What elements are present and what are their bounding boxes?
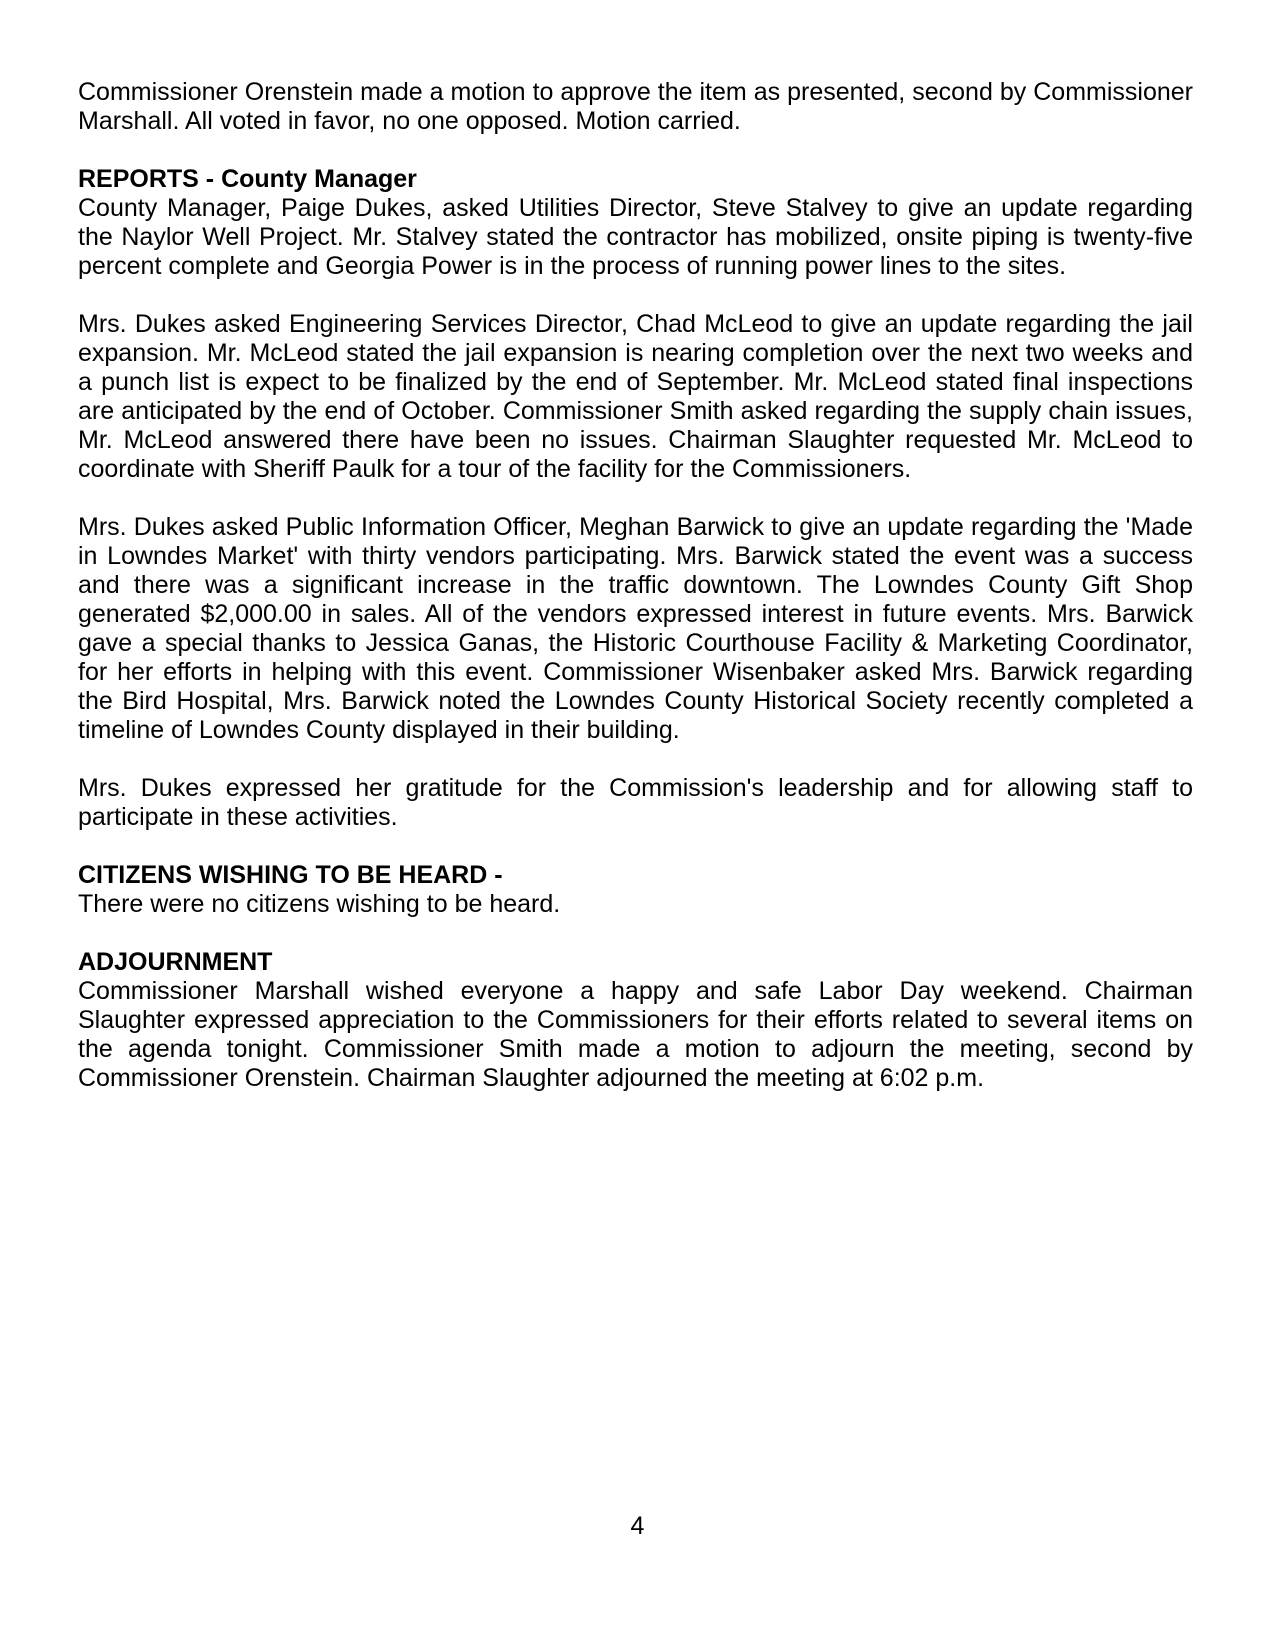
page-number: 4	[630, 1512, 645, 1540]
section-heading-adjournment: ADJOURNMENT	[78, 948, 273, 976]
minutes-content	[78, 78, 1193, 1122]
paragraph-no-citizens: There were no citizens wishing to be heard.	[78, 890, 561, 918]
paragraph-motion-approval: Commissioner Orenstein made a motion to approve the item as presented, second by Commissioner Marshall. All voted in favor, no one opposed. Motion carried.	[78, 78, 1193, 135]
section-heading-citizens-wishing-to-be-heard: CITIZENS WISHING TO BE HEARD -	[78, 861, 503, 889]
section-adjournment	[78, 948, 1193, 1093]
paragraph-naylor-well-update: County Manager, Paige Dukes, asked Utilities Director, Steve Stalvey to give an update regarding the Naylor Well Project. Mr. Stalvey stated the contractor has mobilized, onsite piping is twenty-five percent complete and Georgia Power is in the process of running power lines to the sites.	[78, 194, 1193, 280]
section-gratitude	[78, 774, 1193, 832]
paragraph-jail-expansion-update: Mrs. Dukes asked Engineering Services Director, Chad McLeod to give an update regarding the jail expansion. Mr. McLeod stated the jail expansion is nearing completion over the next two weeks and a punch list is expect to be finalized by the end of September. Mr. McLeod stated final inspections are anticipated by the end of October. Commissioner Smith asked regarding the supply chain issues, Mr. McLeod answered there have been no issues. Chairman Slaughter requested Mr. McLeod to coordinate with Sheriff Paulk for a tour of the facility for the Commissioners.	[78, 310, 1193, 483]
section-reports-county-manager	[78, 165, 1193, 281]
paragraph-gratitude: Mrs. Dukes expressed her gratitude for the Commission's leadership and for allowing staff to participate in these activities.	[78, 774, 1193, 831]
section-jail-expansion	[78, 310, 1193, 484]
section-motion-approval	[78, 78, 1193, 136]
section-made-in-lowndes-market	[78, 513, 1193, 745]
paragraph-made-in-lowndes-market-update: Mrs. Dukes asked Public Information Officer, Meghan Barwick to give an update regarding the 'Made in Lowndes Market' with thirty vendors participating. Mrs. Barwick stated the event was a success and there was a significant increase in the traffic downtown. The Lowndes County Gift Shop generated $2,000.00 in sales. All of the vendors expressed interest in future events. Mrs. Barwick gave a special thanks to Jessica Ganas, the Historic Courthouse Facility & Marketing Coordinator, for her efforts in helping with this event. Commissioner Wisenbaker asked Mrs. Barwick regarding the Bird Hospital, Mrs. Barwick noted the Lowndes County Historical Society recently completed a timeline of Lowndes County displayed in their building.	[78, 513, 1193, 744]
section-heading-reports-county-manager: REPORTS - County Manager	[78, 165, 417, 193]
paragraph-adjournment: Commissioner Marshall wished everyone a happy and safe Labor Day weekend. Chairman Slaughter expressed appreciation to the Commissioners for their efforts related to several items on the agenda tonight. Commissioner Smith made a motion to adjourn the meeting, second by Commissioner Orenstein. Chairman Slaughter adjourned the meeting at 6:02 p.m.	[78, 977, 1193, 1092]
section-citizens-wishing-to-be-heard	[78, 861, 1193, 919]
